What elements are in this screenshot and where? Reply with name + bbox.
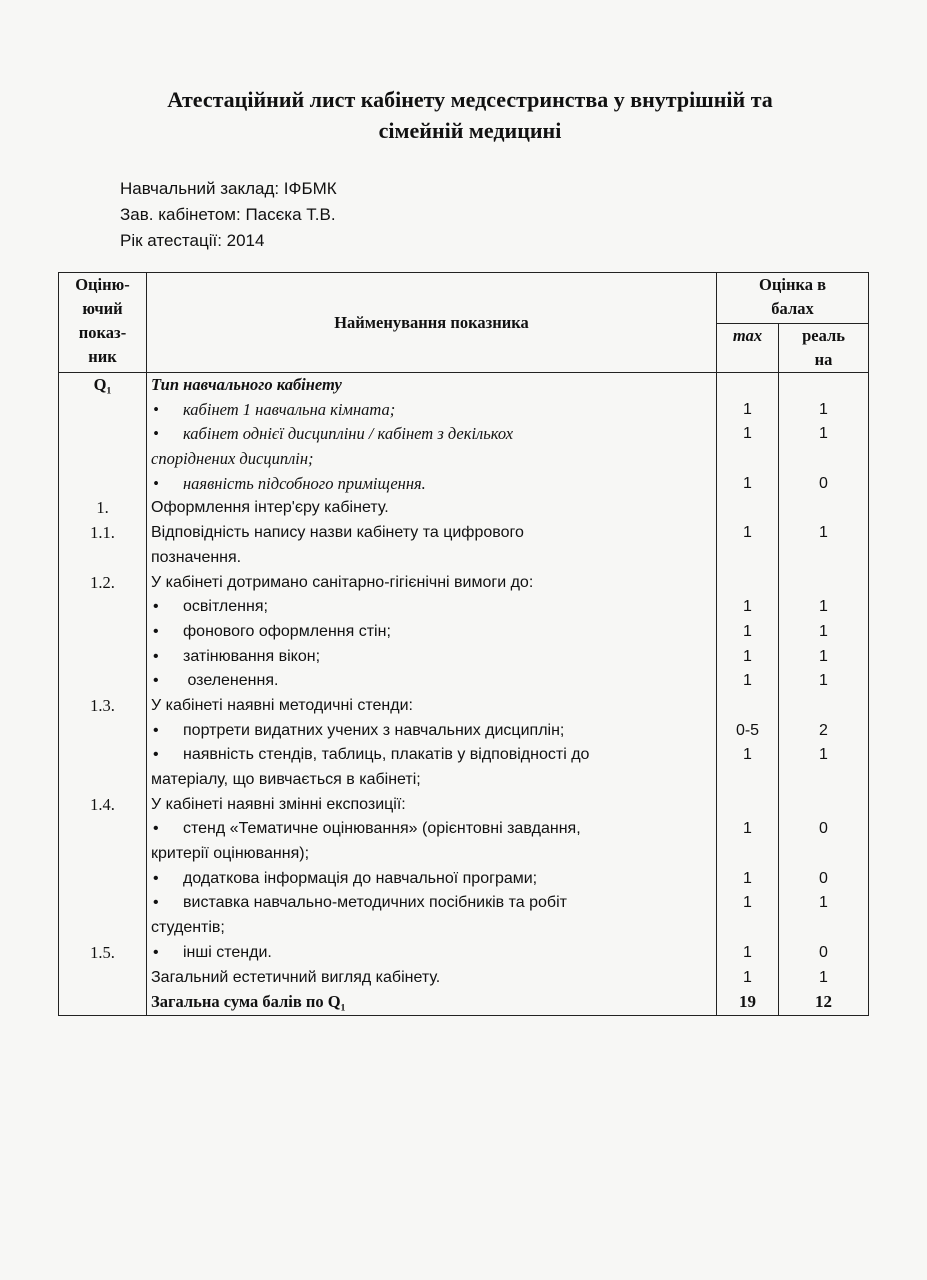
header-col1-line: Оціню- [75,275,130,294]
real-score-value: 1 [819,894,828,912]
attestation-year-text: Рік атестації: 2014 [120,231,265,250]
indicator-text [147,546,716,571]
real-score-value [779,571,868,596]
bullet-icon: • [153,622,159,640]
max-score-value: 1 [743,894,752,912]
bullet-icon: • [153,746,159,764]
real-score-value: 1 [819,598,828,616]
indicator-bullet-item [147,891,716,916]
indicator-code: 1.4. [90,794,115,814]
indicator-code: 1.3. [90,695,115,715]
real-score-value: 1 [819,746,828,764]
indicator-label: виставка навчально-методичних посібників та робіт [183,894,567,912]
max-score-value [717,447,778,472]
bullet-icon: • [153,943,159,961]
indicator-code [59,990,146,1015]
indicator-bullet-item [147,719,716,744]
indicator-label: У кабінеті дотримано санітарно-гігієнічні вимоги до: [151,573,534,591]
header-real-line: реаль [802,326,845,345]
max-score-value: 1 [743,474,752,492]
indicator-label: портрети видатних учених з навчальних дисциплін; [183,721,565,739]
header-score [717,273,869,324]
indicator-code [59,620,146,645]
real-score-value [779,447,868,472]
real-score-value [779,546,868,571]
max-score-value: 1 [743,672,752,690]
indicator-code [59,842,146,867]
indicator-code: 1.5. [90,942,115,962]
indicator-label: озеленення. [183,672,279,690]
real-score-value [779,916,868,941]
indicator-label: У кабінеті наявні методичні стенди: [151,696,413,714]
indicator-label: матеріалу, що вивчається в кабінеті; [151,771,421,788]
indicator-label: У кабінеті наявні змінні експозиції: [151,795,406,813]
indicator-label: Загальна сума балів по Q₁ [151,992,346,1012]
indicator-bullet-item [147,422,716,447]
indicator-code [59,595,146,620]
bullet-icon: • [153,473,159,493]
indicator-code: Q₁ [93,375,112,394]
bullet-icon: • [153,869,159,887]
max-score-value [717,768,778,793]
indicator-code [59,669,146,694]
header-col1-line: показ- [78,323,127,342]
bullet-icon: • [153,399,159,419]
indicator-label: споріднених дисциплін; [151,449,314,469]
indicator-code [59,867,146,892]
real-score-value [779,842,868,867]
indicator-label: кабінет 1 навчальна кімната; [183,399,396,419]
indicator-label: інші стенди. [183,943,272,961]
real-score-value [779,694,868,719]
real-score-value: 1 [819,400,828,418]
header-indicator-code [59,273,147,373]
real-score-value: 0 [819,474,828,492]
max-score-value: 1 [743,968,752,986]
max-score-value: 1 [743,943,752,961]
header-col1-line: ник [88,347,117,366]
real-score-value: 1 [819,968,828,986]
indicator-text [147,694,716,719]
max-score-value [717,916,778,941]
indicator-code [59,447,146,472]
max-score-value [717,571,778,596]
max-score-column [717,373,779,1016]
indicator-text [147,571,716,596]
indicator-code: 1.1. [90,523,115,543]
indicator-bullet-item [147,743,716,768]
indicator-label: наявність підсобного приміщення. [183,473,426,493]
indicator-code [59,719,146,744]
institution-text: Навчальний заклад: ІФБМК [120,179,337,198]
max-score-value [717,842,778,867]
indicator-label: Тип навчального кабінету [151,375,342,394]
indicator-code [59,645,146,670]
header-indicator-name: Найменування показника [147,273,717,373]
indicator-code: 1. [96,498,109,518]
indicator-text [147,990,716,1015]
real-score-value: 12 [815,992,832,1012]
header-score-line: балах [771,299,814,318]
indicator-label: Відповідність напису назви кабінету та цифрового [151,524,524,542]
indicator-label: додаткова інформація до навчальної програми; [183,869,538,887]
indicator-code [59,891,146,916]
title-line-1: Атестаційний лист кабінету медсестринства у внутрішній та [167,87,773,112]
indicator-name-column [147,373,717,1016]
indicator-code [59,546,146,571]
indicator-bullet-item [147,472,716,497]
indicator-text [147,966,716,991]
bullet-icon: • [153,424,159,444]
indicator-text [147,373,716,398]
header-score-line: Оцінка в [759,275,826,294]
header-col1-line: ючий [82,299,123,318]
real-score-value: 2 [819,721,828,739]
real-score-value [779,496,868,521]
header-real [779,324,869,373]
max-score-value [717,793,778,818]
indicator-text [147,793,716,818]
table-header-row [59,273,869,324]
real-score-value: 1 [819,425,828,443]
indicator-code [59,422,146,447]
real-score-value: 0 [819,820,828,838]
indicator-bullet-item [147,398,716,423]
real-score-column [779,373,869,1016]
indicator-code [59,768,146,793]
max-score-value: 1 [743,598,752,616]
attestation-table [58,272,869,1016]
indicator-code [59,966,146,991]
max-score-value: 1 [743,869,752,887]
bullet-icon: • [153,721,159,739]
bullet-icon: • [153,598,159,616]
indicator-label: затінювання вікон; [183,647,321,665]
indicator-text [147,447,716,472]
real-score-value: 0 [819,869,828,887]
max-score-value: 1 [743,820,752,838]
real-score-value: 1 [819,647,828,665]
max-score-value: 19 [739,992,756,1012]
indicator-label: студентів; [151,919,225,937]
title-line-2: сімейній медицині [378,118,562,143]
real-score-value: 1 [819,672,828,690]
indicator-bullet-item [147,645,716,670]
indicator-code [59,472,146,497]
max-score-value [717,546,778,571]
indicator-label: фонового оформлення стін; [183,622,391,640]
real-score-value [779,793,868,818]
indicator-text [147,496,716,521]
indicator-label: освітлення; [183,598,268,616]
max-score-value: 0-5 [735,721,760,739]
indicator-text [147,521,716,546]
bullet-icon: • [153,672,159,690]
indicator-code: 1.2. [90,572,115,592]
indicator-label: стенд «Тематичне оцінювання» (орієнтовні завдання, [183,820,581,838]
indicator-bullet-item [147,620,716,645]
real-score-value [779,373,868,398]
indicator-code [59,916,146,941]
bullet-icon: • [153,647,159,665]
real-score-value: 1 [819,622,828,640]
indicator-label: критерії оцінювання); [151,845,310,863]
page-title [120,84,820,146]
indicator-code-column [59,373,147,1016]
indicator-text [147,916,716,941]
indicator-bullet-item [147,941,716,966]
cabinet-head-text: Зав. кабінетом: Пасєка Т.В. [120,205,336,224]
indicator-label: наявність стендів, таблиць, плакатів у відповідності до [183,746,590,764]
indicator-label: позначення. [151,548,242,566]
real-score-value: 0 [819,943,828,961]
indicator-text [147,842,716,867]
bullet-icon: • [153,820,159,838]
max-score-value: 1 [743,647,752,665]
indicator-code [59,817,146,842]
real-score-value: 1 [819,524,828,542]
max-score-value [717,694,778,719]
indicator-bullet-item [147,669,716,694]
indicator-text [147,768,716,793]
max-score-value: 1 [743,746,752,764]
document-meta [120,176,337,254]
bullet-icon: • [153,894,159,912]
table-body-row [59,373,869,1016]
indicator-label: Оформлення інтер'єру кабінету. [151,499,389,517]
max-score-value [717,373,778,398]
max-score-value [717,496,778,521]
indicator-bullet-item [147,595,716,620]
header-max: max [717,324,779,373]
max-score-value: 1 [743,425,752,443]
max-score-value: 1 [743,400,752,418]
indicator-code [59,398,146,423]
indicator-label: кабінет однієї дисципліни / кабінет з декількох [183,424,514,444]
max-score-value: 1 [743,524,752,542]
indicator-code [59,743,146,768]
indicator-bullet-item [147,867,716,892]
max-score-value: 1 [743,622,752,640]
indicator-bullet-item [147,817,716,842]
indicator-label: Загальний естетичний вигляд кабінету. [151,968,441,986]
header-real-line: на [814,350,833,369]
real-score-value [779,768,868,793]
